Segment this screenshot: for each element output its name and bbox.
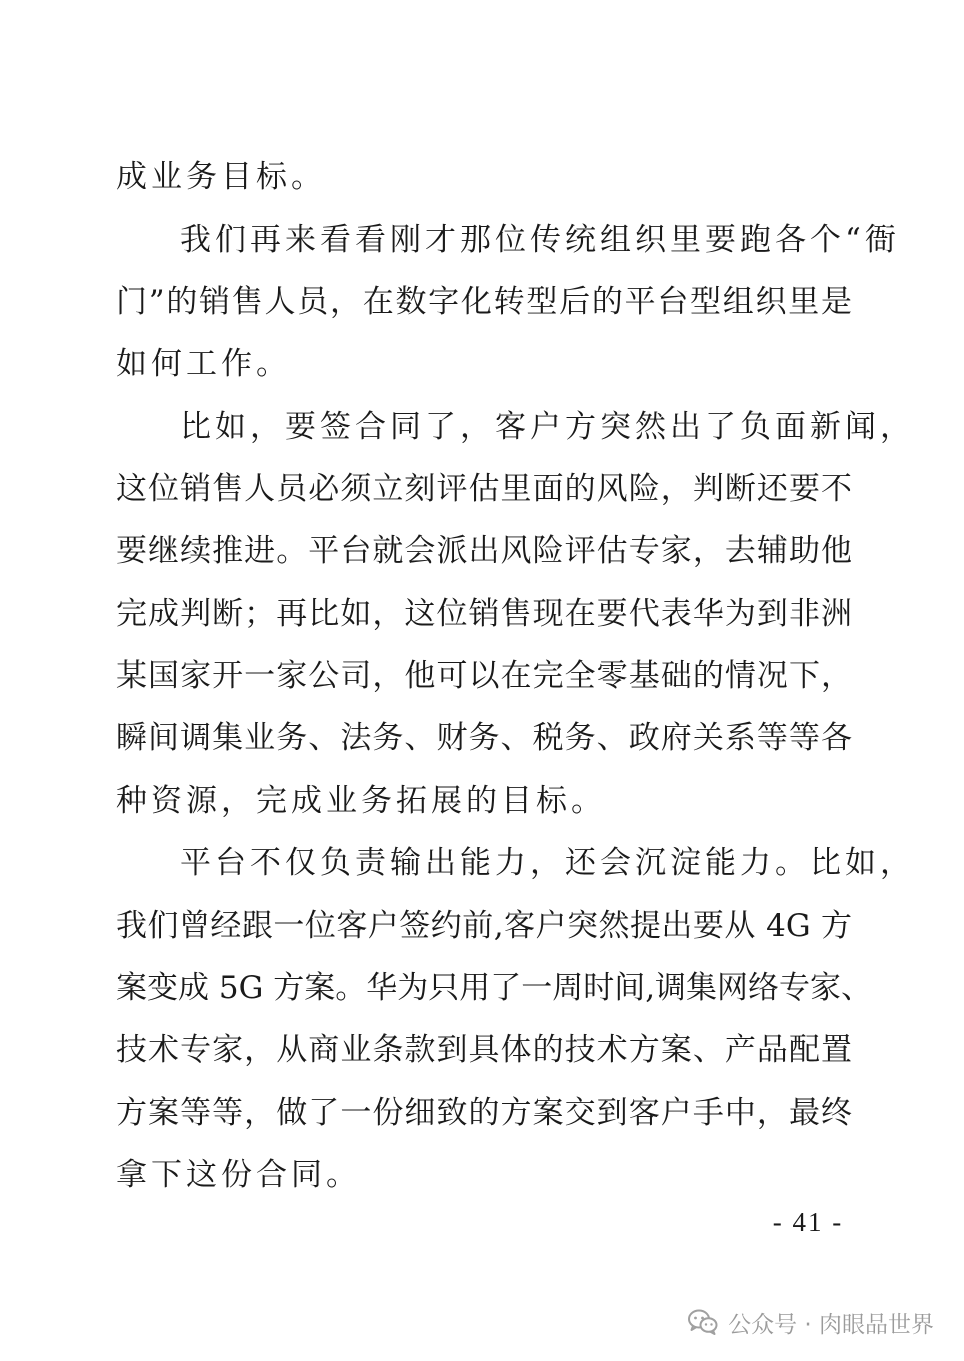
text-line: 门”的销售人员，在数字化转型后的平台型组织里是 <box>116 284 852 320</box>
text-line: 方案等等，做了一份细致的方案交到客户手中，最终 <box>116 1095 852 1131</box>
text-line: 平台不仅负责输出能力，还会沉淀能力。比如， <box>180 845 915 881</box>
text-line: 案变成 5G 方案。华为只用了一周时间,调集网络专家、 <box>116 970 873 1006</box>
text-line: 拿下这份合同。 <box>116 1157 361 1193</box>
text-line: 某国家开一家公司，他可以在完全零基础的情况下， <box>116 658 852 694</box>
wechat-icon <box>688 1309 718 1335</box>
text-line: 我们再来看看刚才那位传统组织里要跑各个“衙 <box>180 222 900 258</box>
text-line: 比如，要签合同了，客户方突然出了负面新闻， <box>180 409 915 445</box>
text-line: 如何工作。 <box>116 346 291 382</box>
text-line: 要继续推进。平台就会派出风险评估专家，去辅助他 <box>116 533 852 569</box>
page-number: - 41 - <box>772 1207 844 1237</box>
text-line: 瞬间调集业务、法务、财务、税务、政府关系等等各 <box>116 720 852 756</box>
text-line: 成业务目标。 <box>116 159 326 195</box>
watermark <box>688 1304 934 1340</box>
text-line: 技术专家，从商业条款到具体的技术方案、产品配置 <box>116 1032 852 1068</box>
text-line: 完成判断；再比如，这位销售现在要代表华为到非洲 <box>116 596 852 632</box>
text-line: 我们曾经跟一位客户签约前,客户突然提出要从 4G 方 <box>116 908 852 944</box>
text-line: 种资源，完成业务拓展的目标。 <box>116 783 606 819</box>
text-line: 这位销售人员必须立刻评估里面的风险，判断还要不 <box>116 471 852 507</box>
watermark-text: 公众号 · 肉眼品世界 <box>728 1311 934 1338</box>
